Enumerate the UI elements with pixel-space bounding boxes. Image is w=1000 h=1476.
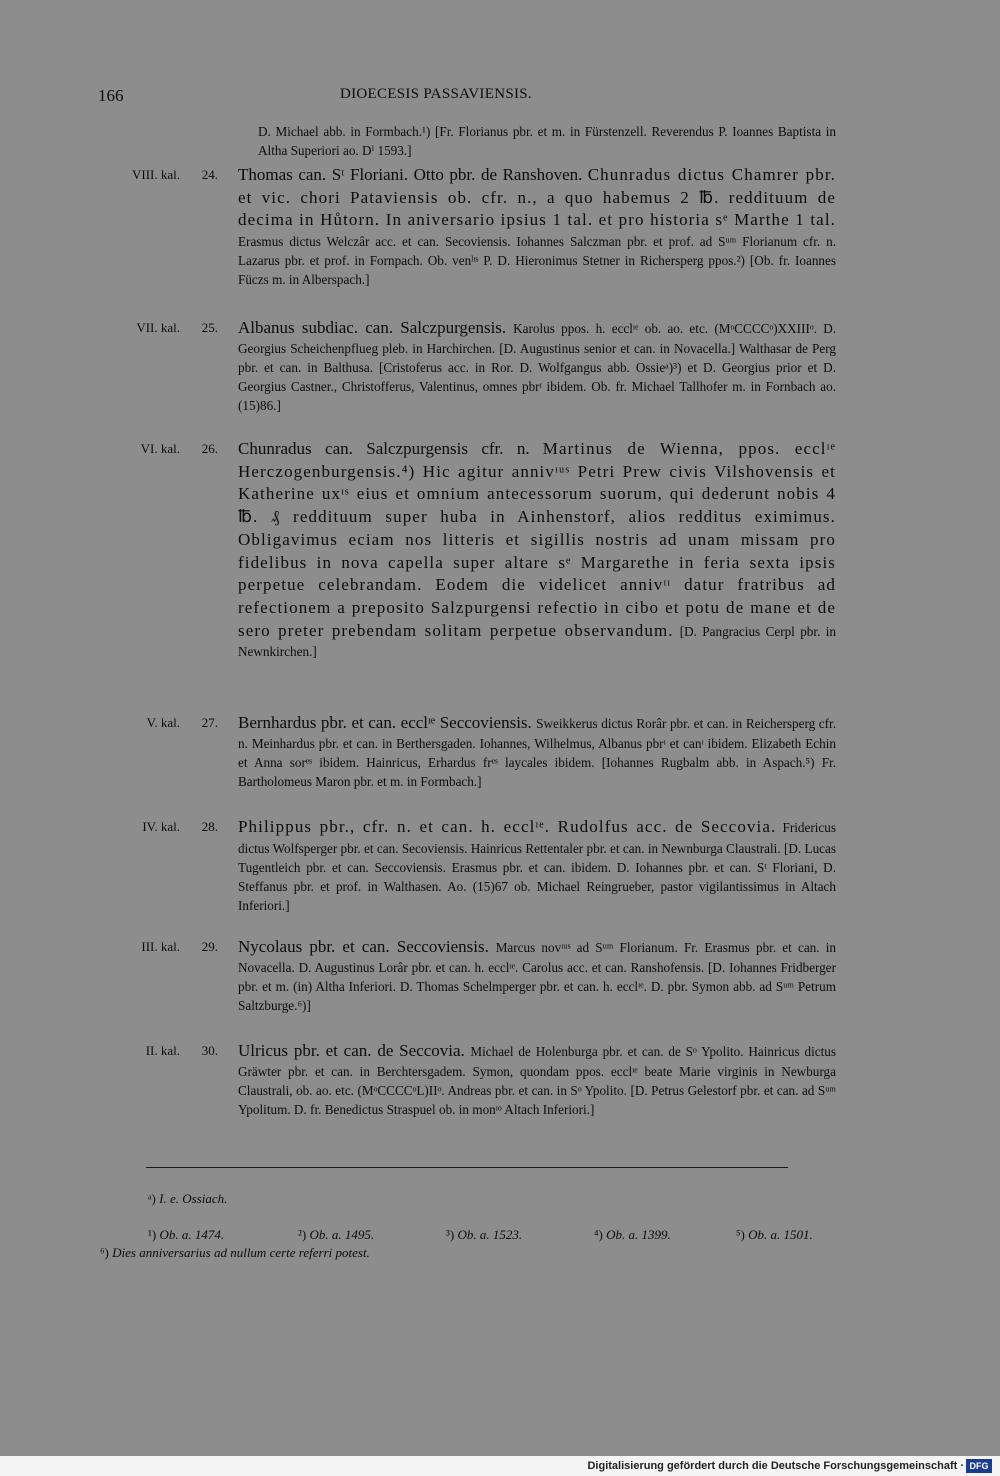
footnote-text: Ob. a. 1495.	[309, 1227, 375, 1242]
footnote-a	[148, 1190, 227, 1208]
kal-label: V. kal.	[146, 715, 180, 730]
footer-credit: Digitalisierung gefördert durch die Deutsche Forschungsgemeinschaft ·	[587, 1460, 964, 1472]
footnote-rule	[146, 1167, 788, 1168]
entry-lead: Albanus subdiac. can. Salczpurgensis.	[238, 318, 507, 337]
entry-small: Sweikkerus dictus Rorâr pbr. et can. in Reichersperg cfr. n. Meinhardus pbr. et can. in Berthersgaden. Iohannes, Wilhelmus, Albanus pbrᶦ et canᶦ ibidem. Elizabeth Echin et Anna sorᵉˢ ibidem. Hainricus, Erhardus frᵉˢ laycales ibidem. [Iohannes Rugbalm abb. in Aspach.⁵) Fr. Bartholomeus Maron pbr. et m. in Formbach.]	[238, 716, 837, 789]
footnote-3	[446, 1226, 522, 1244]
entry-small: Erasmus dictus Welczâr acc. et can. Secoviensis. Iohannes Salczman pbr. et prof. ad Sᵘᵐ Florianum cfr. n. Lazarus pbr. et prof. in Fornpach. Ob. venˡᶦˢ P. D. Hieronimus Stetner in Richersperg ppos.²) [Ob. fr. Ioannes Füczs m. in Alberspach.]	[238, 234, 836, 288]
entry-text	[238, 164, 836, 289]
entry-text	[238, 712, 836, 791]
day-number: 26.	[201, 441, 218, 456]
intro-text: D. Michael abb. in Formbach.¹) [Fr. Florianus pbr. et m. in Fürstenzell. Reverendus P. Ioannes Baptista in Altha Superiori ao. Dⁱ 1593.]	[258, 124, 836, 158]
entry-spaced: Martinus de Wienna, ppos. ecclᶦᵉ Herczogenburgensis.⁴) Hic agitur annivᶦᵘˢ Petri Prew civis Vilshovensis et Katherine uxᶦˢ eius et omnium antecessorum suorum, qui dederunt nobis 4 ℔. ₰ reddituum super huba in Ainhenstorf, alios redditus eximimus. Obligavimus eciam nos litteris et sigillis nostris ad unam missam pro fidelibus in nova capella super altare sᵉ Margarethe in feria sexta ipsis perpetue celebrandam. Eodem die videlicet annivᶦᶦ datur fratribus ad refectionem a preposito Salzpurgensi refectio in cibo et potu de mane et de sero preter prebendam solitam perpetue observandum.	[238, 439, 836, 640]
footnote-5	[736, 1226, 813, 1244]
entry-text	[238, 317, 836, 415]
entry-lead: Chunradus can. Salczpurgensis cfr. n.	[238, 439, 530, 458]
kal-label: III. kal.	[141, 939, 180, 954]
page-number: 166	[98, 86, 124, 105]
entry-spaced: Philippus pbr., cfr. n. et can. h. ecclᶦᵉ. Rudolfus acc. de Seccovia.	[238, 817, 777, 836]
footnote-6	[100, 1244, 370, 1262]
kal-label: II. kal.	[145, 1043, 180, 1058]
kal-label: VIII. kal.	[131, 167, 180, 182]
day-number: 28.	[201, 819, 218, 834]
entry-lead: Nycolaus pbr. et can. Seccoviensis.	[238, 937, 489, 956]
footnote-text: I. e. Ossiach.	[159, 1191, 228, 1206]
entry-spaced: Chunradus dictus Chamrer pbr. et vic. chori Pataviensis ob. cfr. n., a quo habemus 2 ℔. reddituum de decima in Hůtorn. In aniversario ipsius 1 tal. et pro historia sᵉ Marthe 1 tal.	[238, 165, 836, 230]
entry-small: Michael de Holenburga pbr. et can. de Sᵒ Ypolito. Hainricus dictus Gräwter pbr. et can. in Berchtersgadem. Symon, quondam ppos. ecclᶦᵉ beate Marie virginis in Newburga Claustrali, ob. ao. etc. (MᵒCCCCᵒL)IIᵒ. Andreas pbr. et can. in Sᵒ Ypolito. [D. Petrus Gelestorf pbr. et can. ad Sᵘᵐ Ypolitum. D. fr. Benedictus Straspuel ob. in monᶦᵒ Altach Inferiori.]	[238, 1044, 836, 1117]
entry-lead: Ulricus pbr. et can. de Seccovia.	[238, 1041, 465, 1060]
entry-small: Karolus ppos. h. ecclᶦᵉ ob. ao. etc. (MᵒCCCCᵒ)XXIIIᵒ. D. Georgius Scheichenpflueg pleb. in Harchirchen. [D. Augustinus senior et can. in Novacella.] Walthasar de Perg pbr. et can. in Balthusa. [Cristoferus acc. in Ror. D. Wolfgangus abb. Ossieᵃ)³) et D. Georgius prior et D. Georgius Castner., Christofferus, Valentinus, omnes pbrᶦ ibidem. Ob. fr. Michael Tallhofer m. in Fornbach ao. (15)86.]	[238, 321, 837, 413]
dfg-logo-icon: DFG	[966, 1459, 992, 1473]
entry-lead: Bernhardus pbr. et can. ecclᶦᵉ Seccoviensis.	[238, 713, 532, 732]
day-number: 30.	[201, 1043, 218, 1058]
footnote-mark: ¹)	[148, 1227, 157, 1242]
footnote-2	[298, 1226, 374, 1244]
entry-text	[238, 936, 836, 1015]
footnote-text: Ob. a. 1501.	[748, 1227, 813, 1242]
day-number: 27.	[201, 715, 218, 730]
footnote-mark: ⁵)	[736, 1227, 745, 1242]
entry-lead: Thomas can. Sᵗ Floriani. Otto pbr. de Ranshoven.	[238, 165, 583, 184]
footnote-mark: ⁴)	[594, 1227, 603, 1242]
entry-text	[238, 1040, 836, 1119]
entry-text	[238, 816, 836, 915]
footnote-mark: ᵃ)	[148, 1191, 156, 1206]
footnote-text: Dies anniversarius ad nullum certe referri potest.	[112, 1245, 370, 1260]
footnote-mark: ²)	[298, 1227, 307, 1242]
footnote-mark: ³)	[446, 1227, 455, 1242]
entry-small: Marcus novᶦᵘˢ ad Sᵘᵐ Florianum. Fr. Erasmus pbr. et can. in Novacella. D. Augustinus Lorâr pbr. et can. h. ecclᶦᵉ. Carolus acc. et can. Ranshofensis. [D. Iohannes Fridberger pbr. et m. (in) Altha Inferiori. D. Thomas Schelmperger pbr. et can. h. ecclᶦᵉ. D. pbr. Symon abb. ad Sᵘᵐ Petrum Saltzburge.⁶)]	[238, 940, 836, 1013]
entry-text	[238, 438, 836, 661]
footnote-mark: ⁶)	[100, 1245, 109, 1260]
footnote-text: Ob. a. 1523.	[457, 1227, 523, 1242]
day-number: 24.	[201, 167, 218, 182]
day-number: 29.	[201, 939, 218, 954]
kal-label: VII. kal.	[136, 320, 180, 335]
day-number: 25.	[201, 320, 218, 335]
footnote-4	[594, 1226, 671, 1244]
entry-small: Fridericus dictus Wolfsperger pbr. et can. Secoviensis. Hainricus Rettentaler pbr. et can. in Newnburga Claustrali. [D. Lucas Tugentleich pbr. et can. Seccoviensis. Erasmus pbr. et can. ibidem. D. Iohannes pbr. et can. Sᵗ Floriani, D. Steffanus pbr. et prof. in Walthasen. Ao. (15)67 ob. Michael Reingrueber, pastor vigilantissimus in Altach Inferiori.]	[238, 820, 837, 913]
footnote-text: Ob. a. 1474.	[159, 1227, 225, 1242]
kal-label: VI. kal.	[140, 441, 180, 456]
kal-label: IV. kal.	[142, 819, 180, 834]
entry-small: [D. Pangracius Cerpl pbr. in Newnkirchen.]	[238, 623, 836, 660]
footnote-1	[148, 1226, 224, 1244]
running-title: DIOECESIS PASSAVIENSIS.	[340, 86, 532, 102]
footnote-text: Ob. a. 1399.	[606, 1227, 671, 1242]
